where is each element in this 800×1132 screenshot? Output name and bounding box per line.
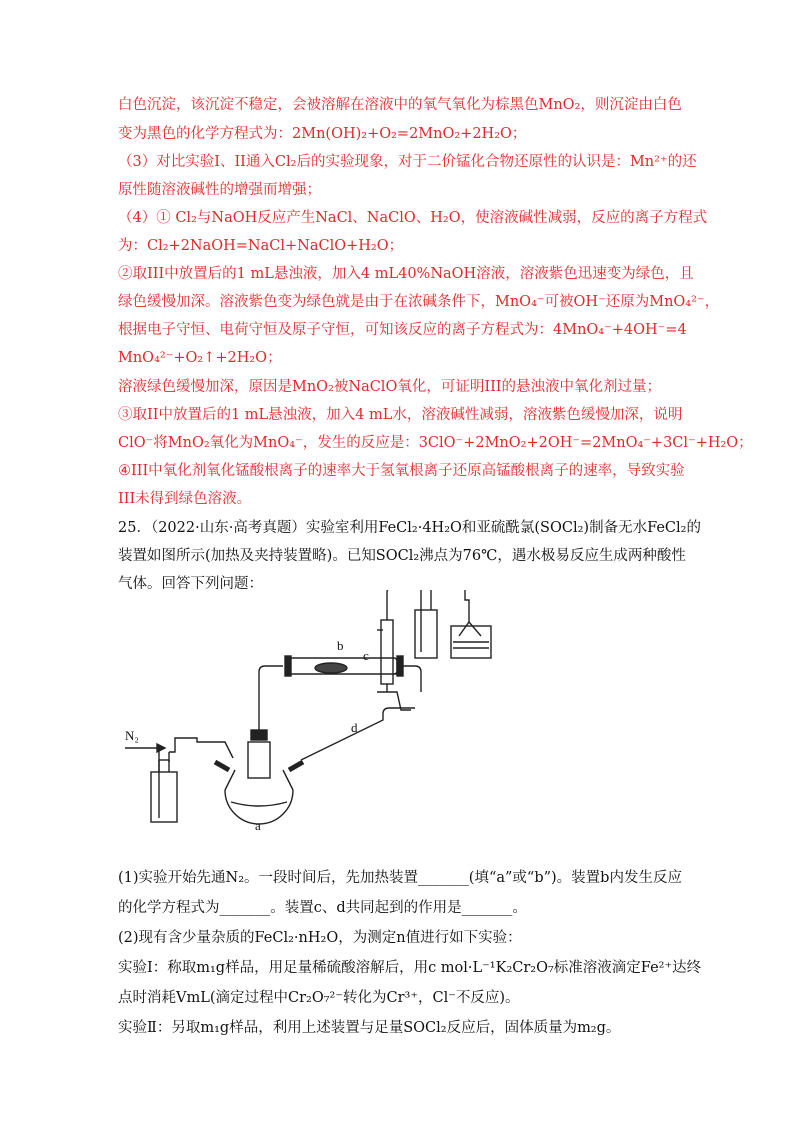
answer-line-10: MnO₄²⁻+O₂↑+2H₂O； — [118, 350, 282, 366]
question-line-3: 气体。回答下列问题： — [118, 576, 263, 592]
question-line-1: 25．（2022·山东·高考真题）实验室利用FeCl₂·4H₂O和亚硫酰氯(SOCl₂)制备无水FeCl₂的 — [118, 520, 701, 536]
apparatus-diagram — [115, 590, 585, 840]
tube-d — [301, 708, 415, 760]
question-line-2: 装置如图所示(加热及夹持装置略)。已知SOCl₂沸点为76℃，遇水极易反应生成两种酸性 — [118, 548, 686, 564]
answer-line-15: III未得到绿色溶液。 — [118, 491, 252, 507]
part2-line: (2)现有含少量杂质的FeCl₂·nH₂O，为测定n值进行如下实验： — [118, 930, 522, 946]
answer-line-5: （4）① Cl₂与NaOH反应产生NaCl、NaClO、H₂O，使溶液碱性减弱，反应的离子方程式 — [118, 210, 708, 226]
exp2-line: 实验Ⅱ：另取m₁g样品，利用上述装置与足量SOCl₂反应后，固体质量为m₂g。 — [118, 1020, 621, 1036]
label-b: b — [337, 638, 344, 653]
label-c: c — [363, 648, 369, 663]
answer-line-4: 原性随溶液碱性的增强而增强； — [118, 182, 321, 198]
exp1-line-a: 实验Ⅰ：称取m₁g样品，用足量稀硫酸溶解后，用c mol·L⁻¹K₂Cr₂O₇标准溶液滴定Fe²⁺达终 — [118, 960, 702, 976]
answer-line-1: 白色沉淀，该沉淀不稳定，会被溶解在溶液中的氧气氧化为棕黑色MnO₂，则沉淀由白色 — [118, 97, 682, 113]
answer-line-7: ②取III中放置后的1 mL悬浊液，加入4 mL40%NaOH溶液，溶液紫色迅速变为绿色，且 — [118, 266, 694, 282]
answer-line-2: 变为黑色的化学方程式为：2Mn(OH)₂+O₂=2MnO₂+2H₂O； — [118, 126, 527, 142]
answer-line-9: 根据电子守恒、电荷守恒及原子守恒，可知该反应的离子方程式为：4MnO₄⁻+4OH⁻=4 — [118, 322, 687, 338]
answer-line-14: ④III中氧化剂氧化锰酸根离子的速率大于氢氧根离子还原高锰酸根离子的速率，导致实验 — [118, 463, 685, 479]
part1-line-b: 的化学方程式为_______。装置c、d共同起到的作用是_______。 — [118, 900, 527, 916]
part1-line-a: (1)实验开始先通N₂。一段时间后，先加热装置_______(填“a”或“b”)。装置b内发生反应 — [118, 870, 682, 886]
answer-line-12: ③取II中放置后的1 mL悬浊液，加入4 mL水，溶液碱性减弱，溶液紫色缓慢加深，说明 — [118, 407, 683, 423]
label-a: a — [255, 818, 261, 833]
answer-line-13: ClO⁻将MnO₂氧化为MnO₄⁻，发生的反应是：3ClO⁻+2MnO₂+2OH⁻=2MnO₄⁻+3Cl⁻+H₂O； — [118, 435, 753, 451]
answer-line-6: 为：Cl₂+2NaOH=NaCl+NaClO+H₂O； — [118, 238, 404, 254]
label-d: d — [351, 720, 358, 735]
answer-line-8: 绿色缓慢加深。溶液紫色变为绿色就是由于在浓碱条件下，MnO₄⁻可被OH⁻还原为MnO₄²⁻， — [118, 294, 720, 310]
wash-bottle-left — [151, 772, 177, 822]
answer-line-11: 溶液绿色缓慢加深，原因是MnO₂被NaClO氧化，可证明III的悬浊液中氧化剂过量； — [118, 379, 662, 395]
label-n2: N₂ — [125, 728, 139, 743]
exp1-line-b: 点时消耗VmL(滴定过程中Cr₂O₇²⁻转化为Cr³⁺，Cl⁻不反应)。 — [118, 990, 520, 1006]
bottle-right — [415, 610, 437, 658]
answer-line-3: （3）对比实验I、II通入Cl₂后的实验现象，对于二价锰化合物还原性的认识是：Mn²⁺的还 — [118, 154, 697, 170]
